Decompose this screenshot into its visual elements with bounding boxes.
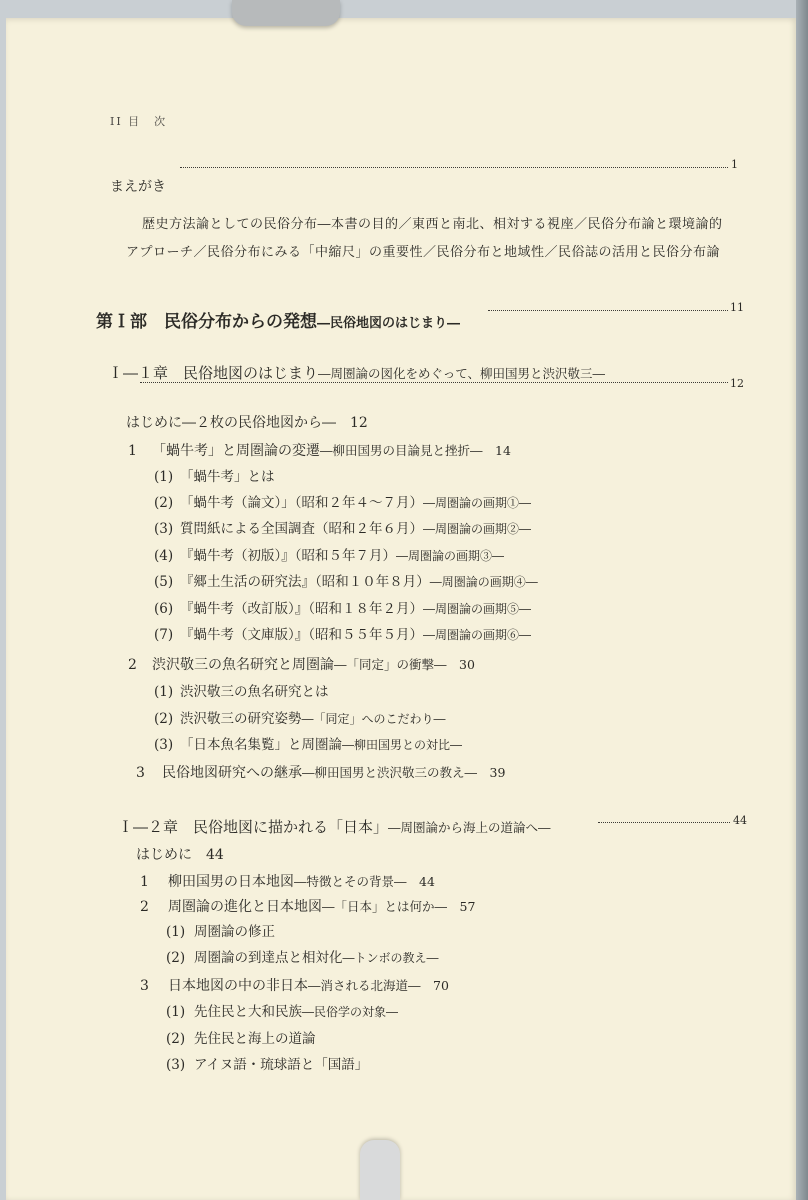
chapter2-section-2 xyxy=(140,900,475,914)
chapter1-item-1-1 xyxy=(154,471,275,485)
item-number: (7) xyxy=(154,627,174,643)
item-title: 「蝸牛考」とは xyxy=(180,469,275,485)
chapter2-item-3-3 xyxy=(166,1059,368,1073)
item-title: 『蝸牛考（文庫版）』（昭和５５年５月） xyxy=(180,627,423,643)
chapter1-item-1-3 xyxy=(154,523,531,537)
section-subtitle: ―柳田国男の目論見と挫折― 14 xyxy=(320,443,511,458)
top-clip xyxy=(232,0,340,26)
section-title: 民俗地図研究への継承 xyxy=(162,765,302,781)
item-title: 「蝸牛考（論文）」（昭和２年４～７月） xyxy=(180,495,423,511)
item-subtitle: ―周圏論の画期③― xyxy=(396,549,505,563)
section-number: 3 xyxy=(140,978,149,994)
part1-title: 第Ｉ部 民俗分布からの発想 xyxy=(96,312,317,332)
foreword-line-1: 歴史方法論としての民俗分布―本書の目的／東西と南北、相対する視座／民俗分布論と環境論的 xyxy=(142,217,723,232)
item-subtitle: ―「同定」へのこだわり― xyxy=(301,712,446,726)
chapter1-leader xyxy=(140,382,728,383)
chapter2-item-3-1 xyxy=(166,1006,398,1020)
chapter1-section-3 xyxy=(136,766,505,780)
section-title: 「蝸牛考」と周圏論の変遷 xyxy=(152,443,320,459)
item-title: 『蝸牛考（改訂版）』（昭和１８年２月） xyxy=(180,601,423,617)
chapter1-item-2-1 xyxy=(154,686,329,700)
bottom-clip xyxy=(360,1140,400,1200)
chapter2-section-1 xyxy=(140,875,435,889)
section-subtitle: ―「同定」の衝撃― 30 xyxy=(334,657,475,672)
section-number: 1 xyxy=(128,443,137,459)
chapter1-item-2-2 xyxy=(154,713,446,727)
item-number: (2) xyxy=(154,495,174,511)
chapter2-item-2-2 xyxy=(166,952,439,966)
foreword-line-2: アプローチ／民俗分布にみる「中縮尺」の重要性／民俗分布と地域性／民俗誌の活用と民俗分布論 xyxy=(126,245,721,260)
chapter1-item-1-2 xyxy=(154,497,531,511)
item-title: 周圏論の到達点と相対化 xyxy=(194,950,343,966)
item-subtitle: ―周圏論の画期⑤― xyxy=(423,602,532,616)
chapter2-heading xyxy=(118,820,551,835)
chapter2-intro: はじめに 44 xyxy=(136,847,224,863)
item-title: 「日本魚名集覧」と周圏論 xyxy=(180,737,342,753)
item-title: 『蝸牛考（初版）』（昭和５年７月） xyxy=(180,548,396,564)
chapter2-item-2-1 xyxy=(166,926,275,940)
running-header: II 目 次 xyxy=(110,115,168,128)
item-title: アイヌ語・琉球語と「国語」 xyxy=(194,1057,369,1073)
item-title: 『郷土生活の研究法』（昭和１０年８月） xyxy=(180,574,430,590)
section-subtitle: ―消される北海道― 70 xyxy=(308,978,449,993)
item-number: (3) xyxy=(166,1057,186,1073)
section-number: 2 xyxy=(128,657,137,673)
chapter1-item-2-3 xyxy=(154,739,462,753)
foreword-title: まえがき xyxy=(110,179,166,195)
item-title: 質問紙による全国調査（昭和２年６月） xyxy=(180,521,423,537)
chapter2-item-3-2 xyxy=(166,1033,316,1047)
item-subtitle: ―周圏論の画期①― xyxy=(423,496,532,510)
foreword-page: 1 xyxy=(731,158,738,171)
item-number: (1) xyxy=(154,684,174,700)
section-number: 2 xyxy=(140,899,149,915)
chapter1-section-2 xyxy=(128,658,475,672)
section-subtitle: ―柳田国男と渋沢敬三の教え― 39 xyxy=(302,765,506,780)
chapter1-heading xyxy=(108,366,605,381)
chapter1-item-1-6 xyxy=(154,603,531,617)
chapter1-intro: はじめに―２枚の民俗地図から― 12 xyxy=(126,415,368,431)
item-number: (3) xyxy=(154,521,174,537)
section-title: 柳田国男の日本地図 xyxy=(168,874,294,890)
item-title: 先住民と大和民族 xyxy=(194,1004,302,1020)
item-subtitle: ―トンボの教え― xyxy=(342,951,439,965)
section-title: 渋沢敬三の魚名研究と周圏論 xyxy=(152,657,334,673)
chapter1-page: 12 xyxy=(730,377,744,390)
item-subtitle: ―周圏論の画期⑥― xyxy=(423,628,532,642)
item-number: (1) xyxy=(166,924,186,940)
item-subtitle: ―周圏論の画期④― xyxy=(429,575,538,589)
item-number: (6) xyxy=(154,601,174,617)
item-number: (5) xyxy=(154,574,174,590)
item-subtitle: ―周圏論の画期②― xyxy=(423,522,532,536)
item-title: 周圏論の修正 xyxy=(194,924,275,940)
item-number: (4) xyxy=(154,548,174,564)
item-subtitle: ―柳田国男との対比― xyxy=(342,738,463,752)
chapter1-title: Ｉ―１章 民俗地図のはじまり xyxy=(108,364,319,382)
chapter1-item-1-7 xyxy=(154,629,531,643)
part1-subtitle: ―民俗地図のはじまり― xyxy=(317,316,461,331)
item-subtitle: ―民俗学の対象― xyxy=(302,1005,399,1019)
page-edge xyxy=(796,0,808,1200)
part1-heading xyxy=(96,314,460,331)
item-number: (1) xyxy=(154,469,174,485)
section-subtitle: ―特徴とその背景― 44 xyxy=(294,874,435,889)
chapter2-section-3 xyxy=(140,979,449,993)
item-title: 先住民と海上の道論 xyxy=(194,1031,316,1047)
chapter2-leader xyxy=(598,822,730,823)
item-title: 渋沢敬三の研究姿勢 xyxy=(180,711,302,727)
item-number: (3) xyxy=(154,737,174,753)
chapter1-section-1 xyxy=(128,444,511,458)
chapter1-subtitle: ―周圏論の図化をめぐって、柳田国男と渋沢敬三― xyxy=(318,366,606,381)
chapter2-title: Ｉ―２章 民俗地図に描かれる「日本」 xyxy=(118,818,389,836)
item-number: (2) xyxy=(154,711,174,727)
foreword-leader xyxy=(180,167,728,168)
chapter1-item-1-4 xyxy=(154,550,504,564)
item-number: (2) xyxy=(166,1031,186,1047)
chapter1-item-1-5 xyxy=(154,576,538,590)
chapter2-page: 44 xyxy=(733,814,747,827)
item-title: 渋沢敬三の魚名研究とは xyxy=(180,684,329,700)
section-number: 1 xyxy=(140,874,149,890)
chapter2-subtitle: ―周圏論から海上の道論へ― xyxy=(388,820,551,835)
section-number: 3 xyxy=(136,765,145,781)
section-subtitle: ―「日本」とは何か― 57 xyxy=(322,899,476,914)
item-number: (2) xyxy=(166,950,186,966)
section-title: 周圏論の進化と日本地図 xyxy=(168,899,322,915)
part1-leader xyxy=(488,310,728,311)
item-number: (1) xyxy=(166,1004,186,1020)
part1-page: 11 xyxy=(730,301,744,314)
section-title: 日本地図の中の非日本 xyxy=(168,978,308,994)
